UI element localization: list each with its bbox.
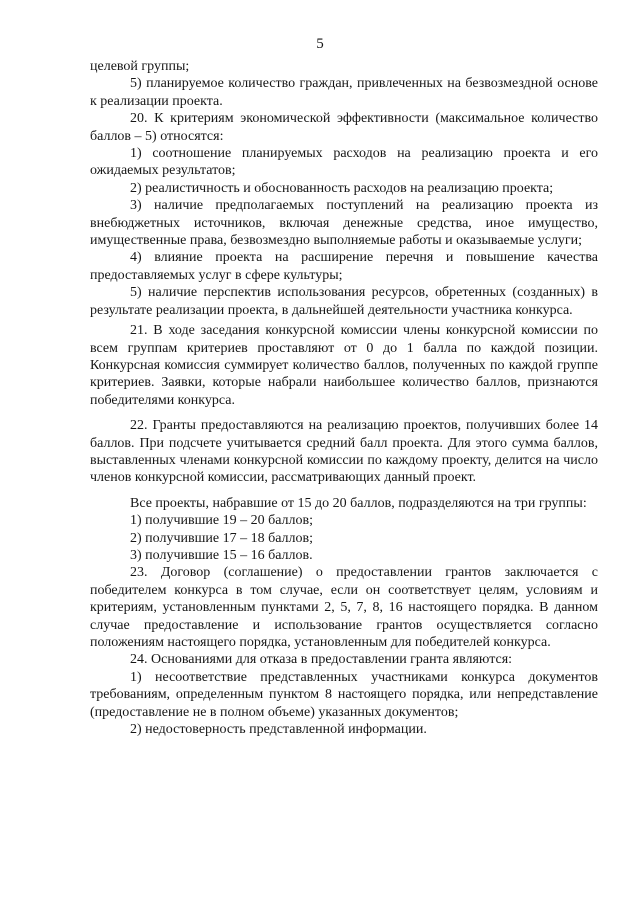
paragraph-continuation: целевой группы; — [90, 59, 190, 74]
paragraph-item-1: 1) соотношение планируемых расходов на реализацию проекта и его ожидаемых результатов; — [90, 146, 598, 179]
paragraph-group-3: 3) получившие 15 – 16 баллов. — [130, 547, 313, 563]
paragraph-group-1: 1) получившие 19 – 20 баллов; — [130, 513, 314, 529]
paragraph-item-5-volunteers: 5) планируемое количество граждан, привлеченных на безвозмездной основе к реализации проекта. — [90, 76, 598, 109]
paragraph-item-4: 4) влияние проекта на расширение перечня и повышение качества предоставляемых услуг в сфере культуры; — [90, 250, 598, 283]
page-number: 5 — [316, 36, 324, 52]
paragraph-item-3: 3) наличие предполагаемых поступлений на реализацию проекта из внебюджетных источников, включая денежные средства, иное имущество, имущественные права, безвозмездно выполняемые работы и оказываемые услуги; — [90, 198, 598, 249]
paragraph-item-5: 5) наличие перспектив использования ресурсов, обретенных (созданных) в результате реализации проекта, в дальнейшей деятельности участника конкурса. — [90, 285, 598, 318]
paragraph-refusal-1: 1) несоответствие представленных участниками конкурса документов требованиям, определенным пунктом 8 настоящего порядка, или непредставление (предоставление не в полном объеме) указанных документов; — [90, 669, 598, 720]
document-body — [90, 58, 598, 738]
paragraph-refusal-2: 2) недостоверность представленной информации. — [130, 722, 427, 738]
paragraph-item-2: 2) реалистичность и обоснованность расходов на реализацию проекта; — [130, 180, 554, 196]
paragraph-clause-22: 22. Гранты предоставляются на реализацию проектов, получивших более 14 баллов. При подсчете учитывается средний балл проекта. Для этого сумма баллов, выставленных членами конкурсной комиссии по каждому проекту, делится на число членов конкурсной комиссии, рассматривающих данный проект. — [90, 418, 598, 486]
paragraph-clause-24: 24. Основаниями для отказа в предоставлении гранта являются: — [130, 652, 513, 668]
paragraph-clause-20: 20. К критериям экономической эффективности (максимальное количество баллов – 5) относятся: — [90, 111, 598, 144]
paragraph-clause-23: 23. Договор (соглашение) о предоставлении грантов заключается с победителем конкурса в том случае, если он соответствует целям, условиям и критериям, установленным пунктами 2, 5, 7, 8, 16 настоящего порядка. В данном случае предоставление и использование грантов осуществляется согласно положениям настоящего порядка, установленным для победителей конкурса. — [90, 565, 598, 650]
paragraph-clause-21: 21. В ходе заседания конкурсной комиссии члены конкурсной комиссии по всем группам критериев проставляют от 0 до 1 балла по каждой позиции. Конкурсная комиссия суммирует количество баллов, полученных по каждой группе критериев. Заявки, которые набрали наибольшее количество баллов, признаются победителями конкурса. — [90, 323, 598, 408]
paragraph-group-2: 2) получившие 17 – 18 баллов; — [130, 530, 314, 546]
paragraph-groups-intro: Все проекты, набравшие от 15 до 20 баллов, подразделяются на три группы: — [130, 495, 587, 511]
